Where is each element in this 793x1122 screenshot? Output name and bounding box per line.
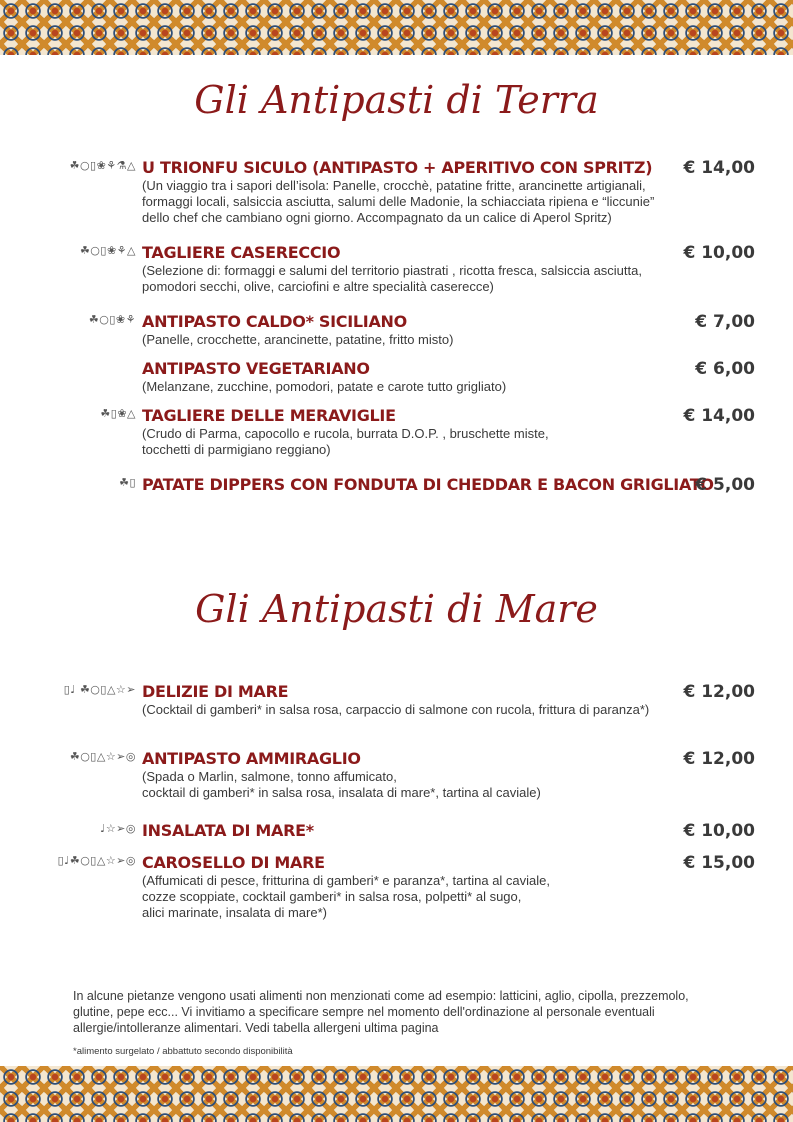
allergen-icons: ☘○▯△☆➢◎	[69, 750, 136, 763]
allergen-icons: ☘○▯❀⚘	[88, 313, 136, 326]
item-name: ANTIPASTO CALDO* SICILIANO	[142, 312, 407, 331]
item-name: CAROSELLO DI MARE	[142, 853, 325, 872]
item-description: (Melanzane, zucchine, pomodori, patate e carote tutto grigliato)	[142, 379, 507, 394]
item-price: € 5,00	[695, 475, 755, 495]
item-name: TAGLIERE CASERECCIO	[142, 243, 341, 262]
item-price: € 15,00	[683, 853, 755, 873]
allergen-icons: ▯♩☘○▯△☆➢◎	[57, 854, 136, 867]
item-price: € 10,00	[683, 243, 755, 263]
item-price: € 7,00	[695, 312, 755, 332]
allergen-icons: ☘▯❀△	[100, 407, 136, 420]
decorative-tile-border-top	[0, 0, 793, 55]
item-price: € 10,00	[683, 821, 755, 841]
item-description: (Crudo di Parma, capocollo e rucola, burrata D.O.P. , bruschette miste, tocchetti di parmigiano reggiano)	[142, 426, 549, 457]
allergen-icons: ▯♩ ☘○▯△☆➢	[63, 683, 136, 696]
item-description: (Affumicati di pesce, fritturina di gamberi* e paranza*, tartina al caviale, cozze scoppiate, cocktail gamberi* in salsa rosa, polpetti* al sugo, alici marinate, insalata di mare*)	[142, 873, 551, 920]
item-name: TAGLIERE DELLE MERAVIGLIE	[142, 406, 396, 425]
item-description: (Spada o Marlin, salmone, tonno affumicato, cocktail di gamberi* in salsa rosa, insalata di mare*, tartina al caviale)	[142, 769, 541, 800]
item-price: € 12,00	[683, 682, 755, 702]
item-name: PATATE DIPPERS CON FONDUTA DI CHEDDAR E BACON GRIGLIATO	[142, 475, 714, 494]
item-name: ANTIPASTO AMMIRAGLIO	[142, 749, 361, 768]
item-price: € 14,00	[683, 158, 755, 178]
item-name: DELIZIE DI MARE	[142, 682, 289, 701]
item-description: (Cocktail di gamberi* in salsa rosa, carpaccio di salmone con rucola, frittura di paranza*)	[142, 702, 650, 717]
item-price: € 12,00	[683, 749, 755, 769]
allergen-icons: ♩☆➢◎	[100, 822, 136, 835]
item-name: ANTIPASTO VEGETARIANO	[142, 359, 370, 378]
section-title-mare: Gli Antipasti di Mare	[195, 587, 598, 631]
item-name: INSALATA DI MARE*	[142, 821, 314, 840]
allergen-icons: ☘○▯❀⚘△	[79, 244, 136, 257]
item-description: (Selezione di: formaggi e salumi del territorio piastrati , ricotta fresca, salsiccia asciutta, pomodori secchi, olive, carciofini e altre specialità caserecce)	[142, 263, 642, 294]
item-name: U TRIONFU SICULO (ANTIPASTO + APERITIVO CON SPRITZ)	[142, 158, 653, 177]
item-description: (Panelle, crocchette, arancinette, patatine, fritto misto)	[142, 332, 454, 347]
section-title-terra: Gli Antipasti di Terra	[194, 78, 599, 122]
item-price: € 14,00	[683, 406, 755, 426]
frozen-food-footnote: *alimento surgelato / abbattuto secondo disponibilità	[73, 1046, 293, 1057]
allergen-icons: ☘○▯❀⚘⚗△	[69, 159, 136, 172]
decorative-tile-border-bottom	[0, 1066, 793, 1122]
allergen-icons: ☘▯	[119, 476, 136, 489]
allergen-notice: In alcune pietanze vengono usati alimenti non menzionati come ad esempio: latticini, aglio, cipolla, prezzemolo, glutine, pepe ecc... Vi invitiamo a specificare sempre nel momento dell'ordinazione al personale eventuali allergie/intolleranze alimentari. Vedi tabella allergeni ultima pagina	[73, 989, 689, 1035]
item-price: € 6,00	[695, 359, 755, 379]
item-description: (Un viaggio tra i sapori dell’isola: Panelle, crocchè, patatine fritte, arancinette artigianali, formaggi locali, salsiccia asciutta, salumi delle Madonie, la schiacciata ripiena e “liccunie” dello chef che cambiano ogni giorno. Accompagnato da un calice di Aperol Spritz)	[142, 178, 655, 225]
